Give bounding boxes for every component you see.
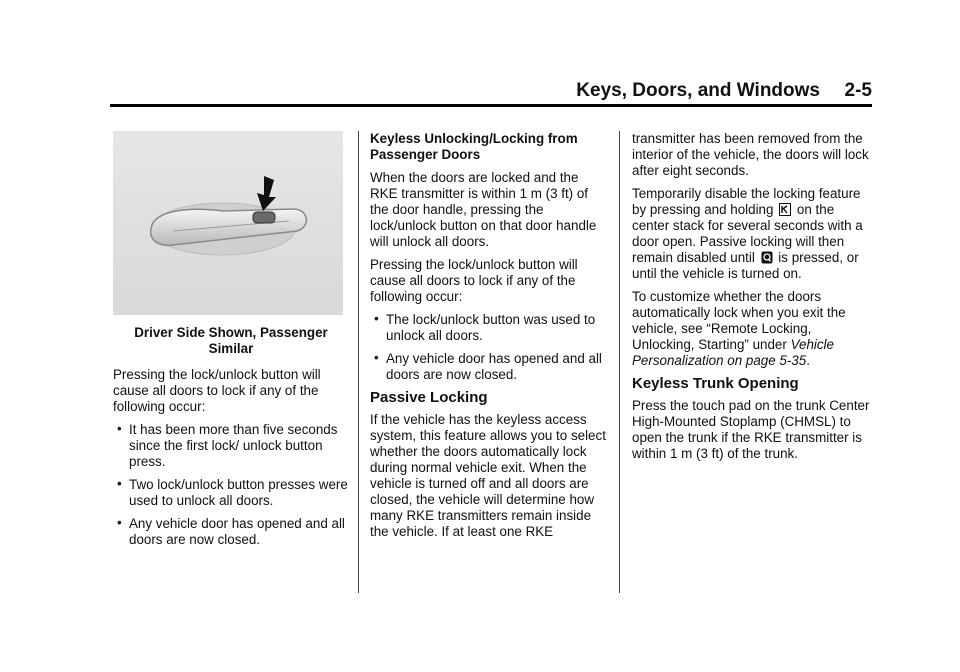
section-heading: Passive Locking [370,389,488,406]
door-handle-figure [113,131,343,315]
paragraph: Pressing the lock/unlock button will cause all doors to lock if any of the following occur: [113,367,321,414]
paragraph: Press the touch pad on the trunk Center High-Mounted Stoplamp (CHMSL) to open the trunk if the RKE transmitter is within 1 m (3 ft) of the trunk. [632,398,870,461]
paragraph: Pressing the lock/unlock button will cause all doors to lock if any of the following occur: [370,257,578,304]
lock-unlock-button [253,212,275,223]
text: . [806,353,810,368]
key-icon [779,203,791,216]
column-divider [358,131,359,593]
list-item: • Any vehicle door has opened and all doors are now closed. [370,351,608,383]
list-item: • Two lock/unlock button presses were used to unlock all doors. [113,477,349,509]
section-title: Keys, Doors, and Windows [576,80,820,101]
cross-reference-link[interactable]: Vehicle Personalization on page 5-35 [632,337,834,368]
text: Temporarily disable the locking feature by pressing and holding [632,186,861,217]
column-3 [632,131,872,469]
text: To customize whether the doors automatically lock when you exit the vehicle, see “Remote Locking, Unlocking, Starting” under [632,289,846,352]
list-item: • Any vehicle door has opened and all doors are now closed. [113,516,349,548]
paragraph [632,289,872,369]
page-header [110,78,872,107]
paragraph: When the doors are locked and the RKE transmitter is within 1 m (3 ft) of the door handle, pressing the lock/unlock button on that door handle will unlock all doors. [370,170,597,249]
page-number: 2-5 [844,80,872,101]
section-heading: Keyless Trunk Opening [632,375,799,392]
column-1 [113,131,349,555]
list-item: • It has been more than five seconds since the first lock/ unlock button press. [113,422,349,470]
figure-caption: Driver Side Shown, Passenger Similar [134,325,328,356]
door-handle-illustration [113,131,343,315]
column-divider [619,131,620,593]
subheading: Keyless Unlocking/Locking from Passenger Doors [370,131,578,162]
paragraph [632,186,872,282]
bullet-list [370,312,608,383]
text: is pressed, or until the vehicle is turned on. [632,250,859,281]
bullet-list [113,422,349,548]
arrow-icon [257,176,276,211]
unlock-icon [761,251,773,264]
column-2 [370,131,608,547]
text: on the center stack for several seconds with a door open. Passive locking will then remain disabled until [632,202,863,265]
paragraph: If the vehicle has the keyless access system, this feature allows you to select whether the doors automatically lock during normal vehicle exit. When the vehicle is turned off and all doors are closed, the vehicle will determine how many RKE transmitters remain inside the vehicle. If at least one RKE [370,412,606,539]
paragraph: transmitter has been removed from the interior of the vehicle, the doors will lock after eight seconds. [632,131,869,178]
list-item: • The lock/unlock button was used to unlock all doors. [370,312,608,344]
